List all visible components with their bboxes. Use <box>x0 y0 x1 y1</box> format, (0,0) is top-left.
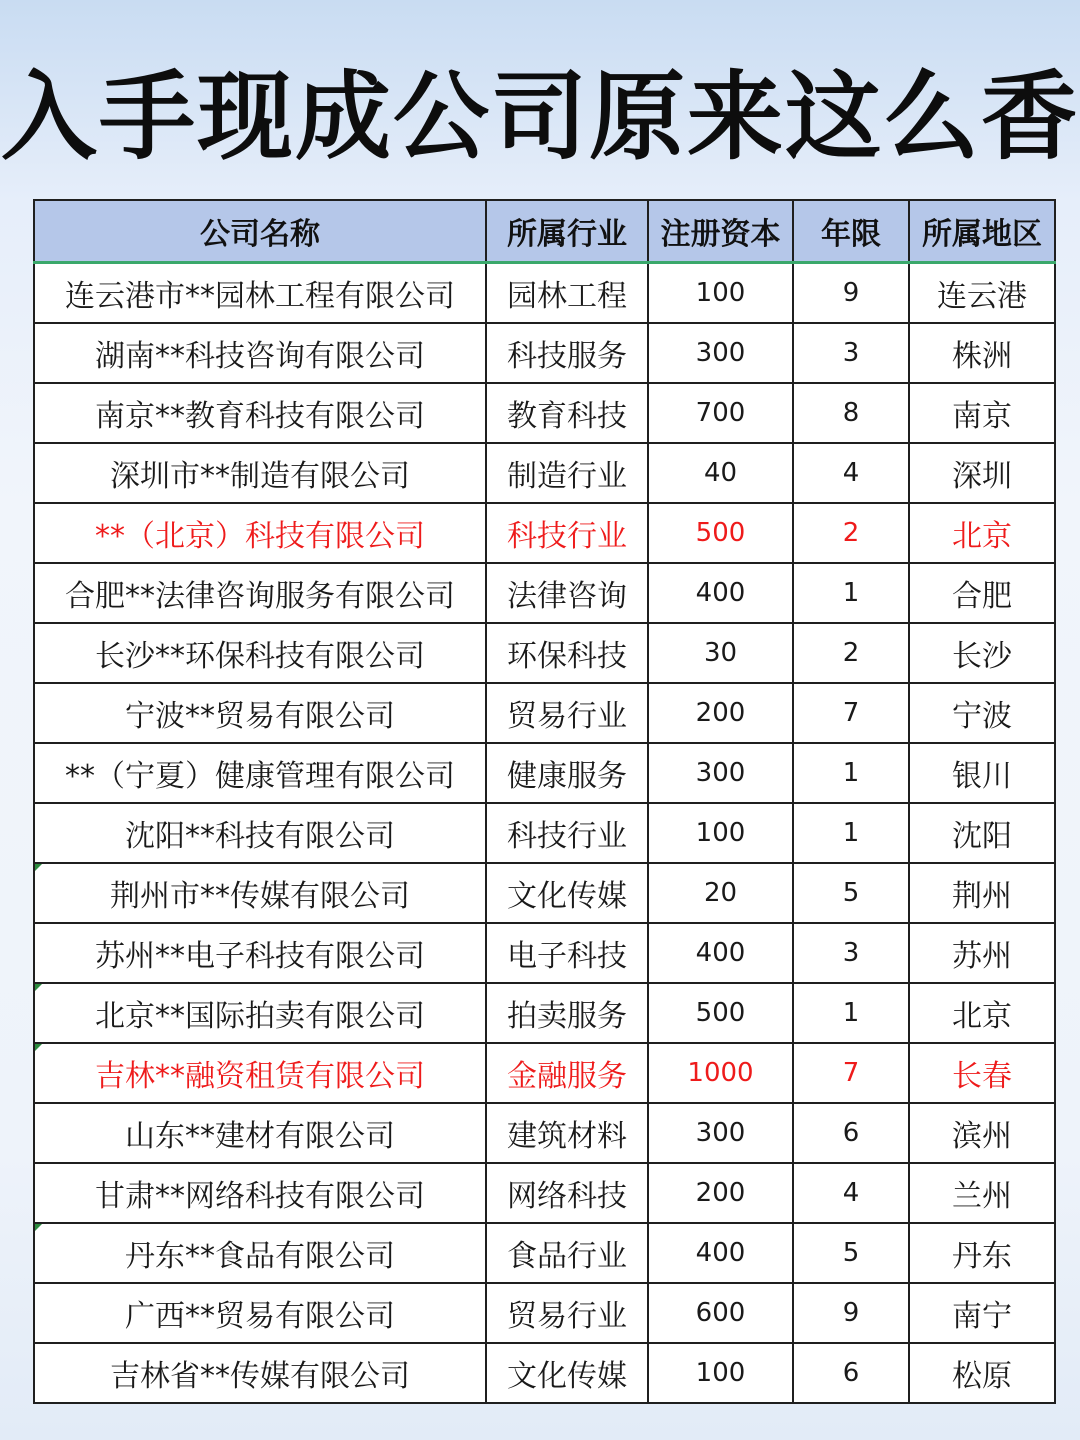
header-years: 年限 <box>793 200 909 263</box>
cell-capital: 500 <box>648 983 793 1043</box>
table-row <box>34 503 1055 563</box>
cell-industry: 教育科技 <box>486 383 648 443</box>
table-row <box>34 443 1055 503</box>
table-row <box>34 1163 1055 1223</box>
cell-industry: 电子科技 <box>486 923 648 983</box>
table-row <box>34 383 1055 443</box>
table-row <box>34 263 1055 324</box>
table-body <box>34 263 1055 1404</box>
cell-industry: 贸易行业 <box>486 1283 648 1343</box>
table-row <box>34 563 1055 623</box>
table-row <box>34 623 1055 683</box>
header-capital: 注册资本 <box>648 200 793 263</box>
cell-company-name: 南京**教育科技有限公司 <box>34 383 486 443</box>
cell-years: 2 <box>793 623 909 683</box>
table-row <box>34 743 1055 803</box>
cell-capital: 30 <box>648 623 793 683</box>
cell-company-name: 沈阳**科技有限公司 <box>34 803 486 863</box>
table-row <box>34 983 1055 1043</box>
cell-region: 长春 <box>909 1043 1055 1103</box>
cell-industry: 环保科技 <box>486 623 648 683</box>
cell-region: 南京 <box>909 383 1055 443</box>
cell-region: 北京 <box>909 503 1055 563</box>
table-row <box>34 1223 1055 1283</box>
table-row <box>34 863 1055 923</box>
cell-years: 1 <box>793 983 909 1043</box>
cell-years: 2 <box>793 503 909 563</box>
cell-company-name: 宁波**贸易有限公司 <box>34 683 486 743</box>
header-company-name: 公司名称 <box>34 200 486 263</box>
table-row <box>34 923 1055 983</box>
cell-company-name: 丹东**食品有限公司 <box>34 1223 486 1283</box>
cell-industry: 金融服务 <box>486 1043 648 1103</box>
cell-industry: 健康服务 <box>486 743 648 803</box>
cell-region: 苏州 <box>909 923 1055 983</box>
cell-capital: 200 <box>648 1163 793 1223</box>
cell-years: 1 <box>793 803 909 863</box>
table-header <box>34 200 1055 263</box>
table-row <box>34 1103 1055 1163</box>
cell-years: 8 <box>793 383 909 443</box>
cell-industry: 拍卖服务 <box>486 983 648 1043</box>
cell-industry: 贸易行业 <box>486 683 648 743</box>
cell-company-name: 广西**贸易有限公司 <box>34 1283 486 1343</box>
cell-capital: 400 <box>648 923 793 983</box>
cell-years: 6 <box>793 1103 909 1163</box>
cell-industry: 网络科技 <box>486 1163 648 1223</box>
cell-industry: 食品行业 <box>486 1223 648 1283</box>
cell-company-name: 吉林**融资租赁有限公司 <box>34 1043 486 1103</box>
cell-region: 丹东 <box>909 1223 1055 1283</box>
cell-years: 9 <box>793 263 909 324</box>
cell-years: 6 <box>793 1343 909 1403</box>
header-row <box>34 200 1055 263</box>
cell-capital: 1000 <box>648 1043 793 1103</box>
cell-company-name: 长沙**环保科技有限公司 <box>34 623 486 683</box>
cell-years: 4 <box>793 443 909 503</box>
cell-years: 5 <box>793 863 909 923</box>
cell-region: 宁波 <box>909 683 1055 743</box>
cell-region: 沈阳 <box>909 803 1055 863</box>
cell-company-name: 山东**建材有限公司 <box>34 1103 486 1163</box>
cell-years: 3 <box>793 923 909 983</box>
cell-capital: 300 <box>648 1103 793 1163</box>
cell-company-name: **（北京）科技有限公司 <box>34 503 486 563</box>
cell-years: 1 <box>793 563 909 623</box>
cell-capital: 400 <box>648 1223 793 1283</box>
cell-industry: 文化传媒 <box>486 863 648 923</box>
table-row <box>34 1283 1055 1343</box>
cell-region: 荆州 <box>909 863 1055 923</box>
cell-years: 9 <box>793 1283 909 1343</box>
cell-capital: 100 <box>648 1343 793 1403</box>
cell-company-name: 吉林省**传媒有限公司 <box>34 1343 486 1403</box>
cell-capital: 20 <box>648 863 793 923</box>
cell-company-name: 深圳市**制造有限公司 <box>34 443 486 503</box>
cell-region: 银川 <box>909 743 1055 803</box>
cell-company-name: 荆州市**传媒有限公司 <box>34 863 486 923</box>
cell-company-name: 合肥**法律咨询服务有限公司 <box>34 563 486 623</box>
cell-industry: 制造行业 <box>486 443 648 503</box>
table-row <box>34 323 1055 383</box>
cell-years: 7 <box>793 683 909 743</box>
header-industry: 所属行业 <box>486 200 648 263</box>
cell-region: 南宁 <box>909 1283 1055 1343</box>
cell-industry: 法律咨询 <box>486 563 648 623</box>
cell-years: 3 <box>793 323 909 383</box>
cell-region: 株洲 <box>909 323 1055 383</box>
table-row <box>34 1343 1055 1403</box>
cell-industry: 文化传媒 <box>486 1343 648 1403</box>
cell-company-name: 连云港市**园林工程有限公司 <box>34 263 486 324</box>
cell-region: 深圳 <box>909 443 1055 503</box>
cell-company-name: 苏州**电子科技有限公司 <box>34 923 486 983</box>
cell-capital: 400 <box>648 563 793 623</box>
cell-region: 松原 <box>909 1343 1055 1403</box>
cell-industry: 科技服务 <box>486 323 648 383</box>
cell-years: 4 <box>793 1163 909 1223</box>
company-table <box>33 199 1056 1404</box>
cell-industry: 建筑材料 <box>486 1103 648 1163</box>
cell-industry: 科技行业 <box>486 803 648 863</box>
cell-region: 滨州 <box>909 1103 1055 1163</box>
cell-region: 北京 <box>909 983 1055 1043</box>
cell-capital: 300 <box>648 743 793 803</box>
table-row <box>34 683 1055 743</box>
cell-years: 7 <box>793 1043 909 1103</box>
cell-industry: 园林工程 <box>486 263 648 324</box>
cell-region: 兰州 <box>909 1163 1055 1223</box>
cell-company-name: **（宁夏）健康管理有限公司 <box>34 743 486 803</box>
cell-capital: 300 <box>648 323 793 383</box>
page-title: 入手现成公司原来这么香 <box>1 61 1079 173</box>
table-row <box>34 803 1055 863</box>
cell-years: 1 <box>793 743 909 803</box>
cell-capital: 700 <box>648 383 793 443</box>
header-region: 所属地区 <box>909 200 1055 263</box>
cell-region: 合肥 <box>909 563 1055 623</box>
cell-capital: 100 <box>648 803 793 863</box>
cell-region: 长沙 <box>909 623 1055 683</box>
table-row <box>34 1043 1055 1103</box>
cell-capital: 500 <box>648 503 793 563</box>
cell-years: 5 <box>793 1223 909 1283</box>
cell-region: 连云港 <box>909 263 1055 324</box>
cell-company-name: 湖南**科技咨询有限公司 <box>34 323 486 383</box>
cell-capital: 100 <box>648 263 793 324</box>
cell-capital: 40 <box>648 443 793 503</box>
cell-capital: 200 <box>648 683 793 743</box>
cell-industry: 科技行业 <box>486 503 648 563</box>
cell-company-name: 北京**国际拍卖有限公司 <box>34 983 486 1043</box>
cell-capital: 600 <box>648 1283 793 1343</box>
cell-company-name: 甘肃**网络科技有限公司 <box>34 1163 486 1223</box>
